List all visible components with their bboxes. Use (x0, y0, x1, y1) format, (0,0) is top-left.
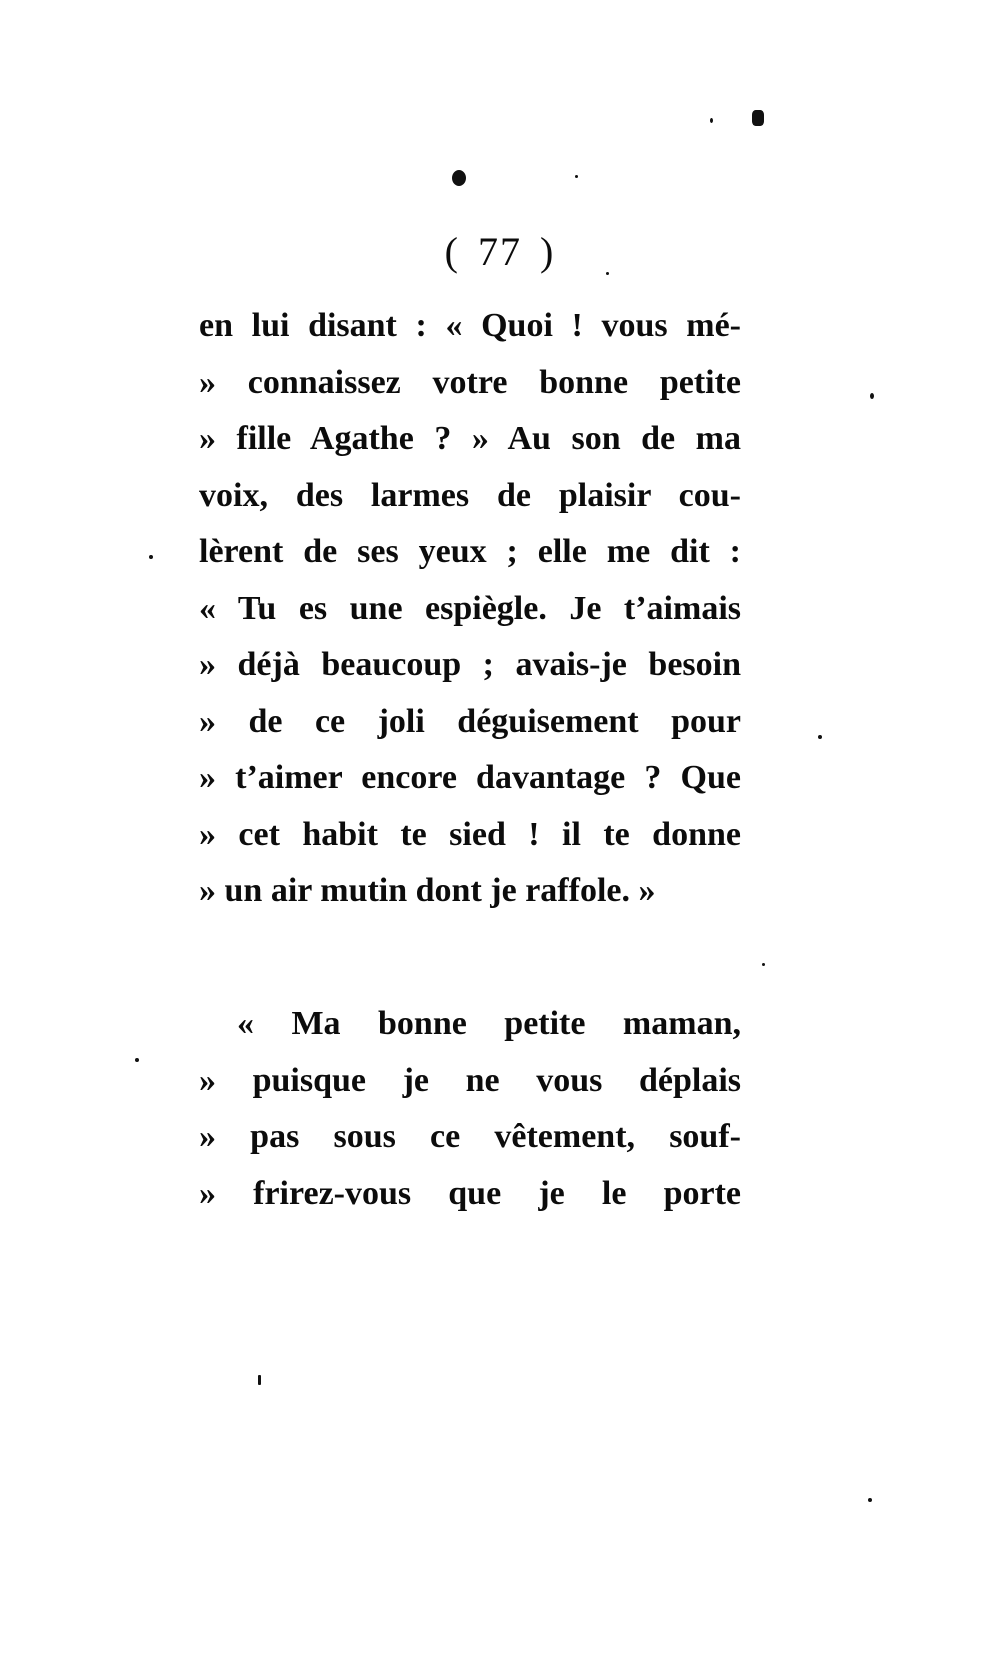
ink-speck (762, 963, 765, 966)
page-number-open-paren: ( (444, 229, 460, 274)
text-line: « Tu es une espiègle. Je t’aimais (199, 589, 741, 627)
page-number (0, 228, 1000, 275)
text-line: » fille Agathe ? » Au son de ma (199, 420, 741, 457)
text-line: lèrent de ses yeux ; elle me dit : (199, 533, 741, 570)
paragraph (199, 996, 741, 1222)
text-line: » puisque je ne vous déplais (199, 1061, 741, 1099)
text-line: « Ma bonne petite maman, (237, 1005, 741, 1042)
ink-speck (135, 1058, 139, 1062)
ink-speck (258, 1375, 261, 1385)
text-line: » de ce joli déguisement pour (199, 702, 741, 740)
text-line: » t’aimer encore davantage ? Que (199, 759, 741, 796)
ink-speck (452, 170, 466, 186)
text-line: » un air mutin dont je raffole. » (199, 872, 656, 909)
ink-speck (575, 175, 578, 178)
text-line: en lui disant : « Quoi ! vous mé- (199, 307, 741, 344)
ink-speck (149, 555, 153, 559)
ink-speck (752, 110, 764, 126)
ink-speck (818, 735, 822, 739)
text-line: » connaissez votre bonne petite (199, 363, 741, 401)
text-line: » frirez-vous que je le porte (199, 1174, 741, 1212)
text-line: voix, des larmes de plaisir cou- (199, 476, 741, 514)
text-line: » cet habit te sied ! il te donne (199, 815, 741, 853)
text-line: » pas sous ce vêtement, souf- (199, 1118, 741, 1155)
page-number-value: 77 (478, 229, 522, 274)
ink-speck (710, 118, 713, 123)
page-number-close-paren: ) (540, 229, 556, 274)
ink-speck (868, 1498, 872, 1502)
paragraph (199, 298, 741, 920)
ink-speck (870, 393, 874, 399)
text-line: » déjà beaucoup ; avais-je besoin (199, 646, 741, 683)
